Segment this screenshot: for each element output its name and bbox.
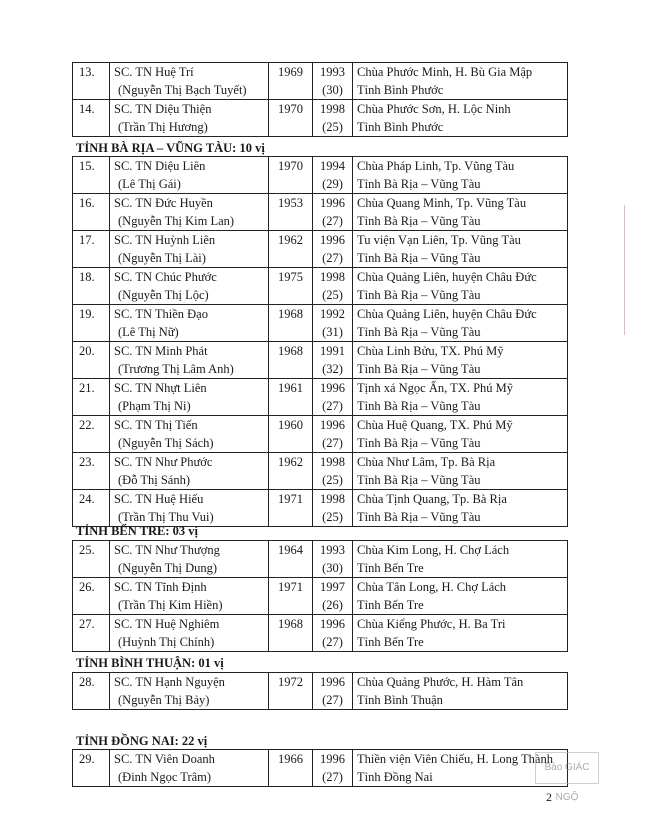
- row-number: 22.: [73, 416, 110, 453]
- lay-name: (Phạm Thị Ni): [118, 399, 191, 413]
- nun-name-cell: [110, 194, 269, 231]
- birth-year: 1966: [269, 750, 313, 787]
- vassa-count: (30): [322, 561, 343, 575]
- province: Tỉnh Đồng Nai: [357, 770, 433, 784]
- temple-address: Chùa Quảng Liên, huyện Châu Đức: [357, 270, 537, 284]
- temple-address: Chùa Phước Sơn, H. Lộc Ninh: [357, 102, 511, 116]
- ordination-cell: [313, 673, 353, 710]
- province: Tỉnh Bà Rịa – Vũng Tàu: [357, 436, 481, 450]
- province: Tỉnh Bến Tre: [357, 561, 424, 575]
- table-row: [73, 615, 568, 652]
- province: Tỉnh Bà Rịa – Vũng Tàu: [357, 510, 481, 524]
- nun-name-cell: [110, 268, 269, 305]
- dharma-name: SC. TN Đức Huyền: [114, 196, 213, 210]
- dharma-name: SC. TN Minh Phát: [114, 344, 208, 358]
- province: Tỉnh Bình Thuận: [357, 693, 443, 707]
- province: Tỉnh Bà Rịa – Vũng Tàu: [357, 399, 481, 413]
- birth-year: 1975: [269, 268, 313, 305]
- row-number: 14.: [73, 100, 110, 137]
- lay-name: (Đỗ Thị Sánh): [118, 473, 190, 487]
- birth-year: 1968: [269, 305, 313, 342]
- temple-address: Chùa Linh Bửu, TX. Phú Mỹ: [357, 344, 504, 358]
- table-row: [73, 63, 568, 100]
- address-cell: [353, 342, 568, 379]
- vassa-count: (29): [322, 177, 343, 191]
- temple-address: Chùa Pháp Linh, Tp. Vũng Tàu: [357, 159, 515, 173]
- province: Tỉnh Bà Rịa – Vũng Tàu: [357, 473, 481, 487]
- province: Tỉnh Bình Phước: [357, 120, 444, 134]
- dharma-name: SC. TN Như Phước: [114, 455, 213, 469]
- ordination-year: 1998: [320, 270, 345, 284]
- ordination-year: 1996: [320, 418, 345, 432]
- row-number: 20.: [73, 342, 110, 379]
- province: Tỉnh Bến Tre: [357, 635, 424, 649]
- dharma-name: SC. TN Diệu Thiện: [114, 102, 212, 116]
- lay-name: (Nguyễn Thị Lài): [118, 251, 206, 265]
- birth-year: 1962: [269, 453, 313, 490]
- ordination-year: 1996: [320, 675, 345, 689]
- dharma-name: SC. TN Huỳnh Liên: [114, 233, 216, 247]
- ordination-cell: [313, 578, 353, 615]
- temple-address: Chùa Huệ Quang, TX. Phú Mỹ: [357, 418, 513, 432]
- ordination-cell: [313, 453, 353, 490]
- ordination-cell: [313, 268, 353, 305]
- nun-name-cell: [110, 453, 269, 490]
- ordination-cell: [313, 750, 353, 787]
- nun-name-cell: [110, 490, 269, 527]
- address-cell: [353, 416, 568, 453]
- ordination-cell: [313, 157, 353, 194]
- lay-name: (Nguyễn Thị Kim Lan): [118, 214, 235, 228]
- birth-year: 1953: [269, 194, 313, 231]
- ordination-cell: [313, 100, 353, 137]
- row-number: 25.: [73, 541, 110, 578]
- dharma-name: SC. TN Huệ Nghiêm: [114, 617, 220, 631]
- nun-name-cell: [110, 100, 269, 137]
- table-row: [73, 541, 568, 578]
- birth-year: 1968: [269, 615, 313, 652]
- ordination-year: 1992: [320, 307, 345, 321]
- birth-year: 1969: [269, 63, 313, 100]
- lay-name: (Nguyễn Thị Bảy): [118, 693, 210, 707]
- address-cell: [353, 578, 568, 615]
- temple-address: Chùa Như Lâm, Tp. Bà Rịa: [357, 455, 496, 469]
- table-row: [73, 490, 568, 527]
- nun-name-cell: [110, 416, 269, 453]
- vassa-count: (31): [322, 325, 343, 339]
- lay-name: (Trương Thị Lâm Anh): [118, 362, 234, 376]
- vassa-count: (27): [322, 436, 343, 450]
- vassa-count: (25): [322, 288, 343, 302]
- row-number: 21.: [73, 379, 110, 416]
- ordination-year: 1998: [320, 492, 345, 506]
- section-heading-ba-ria-vung-tau: TỈNH BÀ RỊA – VŨNG TÀU: 10 vị: [76, 141, 265, 155]
- birth-year: 1970: [269, 100, 313, 137]
- birth-year: 1962: [269, 231, 313, 268]
- ordination-year: 1998: [320, 102, 345, 116]
- lay-name: (Huỳnh Thị Chính): [118, 635, 215, 649]
- vassa-count: (27): [322, 251, 343, 265]
- ordination-year: 1996: [320, 617, 345, 631]
- address-cell: [353, 268, 568, 305]
- ordination-cell: [313, 194, 353, 231]
- address-cell: [353, 305, 568, 342]
- row-number: 26.: [73, 578, 110, 615]
- lay-name: (Nguyễn Thị Sách): [118, 436, 214, 450]
- address-cell: [353, 453, 568, 490]
- ordination-cell: [313, 490, 353, 527]
- dharma-name: SC. TN Nhựt Liên: [114, 381, 207, 395]
- ordination-cell: [313, 379, 353, 416]
- section-heading-dong-nai: TỈNH ĐỒNG NAI: 22 vị: [76, 734, 208, 748]
- province: Tỉnh Bà Rịa – Vũng Tàu: [357, 362, 481, 376]
- table-binh-phuoc: [72, 62, 568, 137]
- temple-address: Chùa Quảng Phước, H. Hàm Tân: [357, 675, 524, 689]
- margin-stamp-mark: [624, 205, 639, 335]
- nun-name-cell: [110, 157, 269, 194]
- row-number: 15.: [73, 157, 110, 194]
- province: Tỉnh Bà Rịa – Vũng Tàu: [357, 325, 481, 339]
- watermark-logo: Báo GIÁC NGỘ: [535, 752, 599, 784]
- address-cell: [353, 194, 568, 231]
- vassa-count: (25): [322, 120, 343, 134]
- ordination-cell: [313, 63, 353, 100]
- table-row: [73, 416, 568, 453]
- province: Tỉnh Bà Rịa – Vũng Tàu: [357, 288, 481, 302]
- table-dong-nai: [72, 749, 568, 787]
- birth-year: 1961: [269, 379, 313, 416]
- dharma-name: SC. TN Thị Tiến: [114, 418, 198, 432]
- birth-year: 1971: [269, 578, 313, 615]
- ordination-year: 1998: [320, 455, 345, 469]
- birth-year: 1968: [269, 342, 313, 379]
- ordination-cell: [313, 305, 353, 342]
- vassa-count: (27): [322, 770, 343, 784]
- dharma-name: SC. TN Huệ Hiếu: [114, 492, 204, 506]
- temple-address: Chùa Tịnh Quang, Tp. Bà Rịa: [357, 492, 507, 506]
- table-row: [73, 750, 568, 787]
- ordination-year: 1997: [320, 580, 345, 594]
- lay-name: (Nguyễn Thị Lộc): [118, 288, 209, 302]
- birth-year: 1971: [269, 490, 313, 527]
- birth-year: 1970: [269, 157, 313, 194]
- row-number: 18.: [73, 268, 110, 305]
- vassa-count: (25): [322, 473, 343, 487]
- table-row: [73, 453, 568, 490]
- vassa-count: (27): [322, 214, 343, 228]
- row-number: 17.: [73, 231, 110, 268]
- lay-name: (Trần Thị Hương): [118, 120, 208, 134]
- province: Tỉnh Bà Rịa – Vũng Tàu: [357, 177, 481, 191]
- row-number: 27.: [73, 615, 110, 652]
- ordination-cell: [313, 541, 353, 578]
- temple-address: Thiền viện Viên Chiếu, H. Long Thành: [357, 752, 553, 766]
- table-row: [73, 231, 568, 268]
- temple-address: Chùa Quang Minh, Tp. Vũng Tàu: [357, 196, 527, 210]
- table-row: [73, 305, 568, 342]
- lay-name: (Đinh Ngọc Trâm): [118, 770, 212, 784]
- table-row: [73, 268, 568, 305]
- vassa-count: (27): [322, 635, 343, 649]
- vassa-count: (32): [322, 362, 343, 376]
- ordination-cell: [313, 615, 353, 652]
- temple-address: Chùa Phước Minh, H. Bù Gia Mập: [357, 65, 533, 79]
- ordination-year: 1993: [320, 543, 345, 557]
- lay-name: (Nguyễn Thị Bạch Tuyết): [118, 83, 247, 97]
- address-cell: [353, 379, 568, 416]
- table-row: [73, 578, 568, 615]
- temple-address: Tịnh xá Ngọc Ấn, TX. Phú Mỹ: [357, 381, 514, 395]
- section-heading-binh-thuan: TỈNH BÌNH THUẬN: 01 vị: [76, 656, 224, 670]
- dharma-name: SC. TN Viên Doanh: [114, 752, 215, 766]
- nun-name-cell: [110, 750, 269, 787]
- dharma-name: SC. TN Diệu Liên: [114, 159, 206, 173]
- lay-name: (Trần Thị Thu Vui): [118, 510, 214, 524]
- province: Tỉnh Bến Tre: [357, 598, 424, 612]
- row-number: 16.: [73, 194, 110, 231]
- lay-name: (Trần Thị Kim Hiền): [118, 598, 223, 612]
- ordination-cell: [313, 342, 353, 379]
- province: Tỉnh Bình Phước: [357, 83, 444, 97]
- address-cell: [353, 157, 568, 194]
- temple-address: Chùa Quảng Liên, huyện Châu Đức: [357, 307, 537, 321]
- vassa-count: (27): [322, 399, 343, 413]
- ordination-year: 1996: [320, 381, 345, 395]
- nun-name-cell: [110, 305, 269, 342]
- table-ba-ria-vung-tau: [72, 156, 568, 527]
- table-row: [73, 673, 568, 710]
- dharma-name: SC. TN Tĩnh Định: [114, 580, 207, 594]
- ordination-cell: [313, 231, 353, 268]
- province: Tỉnh Bà Rịa – Vũng Tàu: [357, 251, 481, 265]
- ordination-year: 1996: [320, 196, 345, 210]
- province: Tỉnh Bà Rịa – Vũng Tàu: [357, 214, 481, 228]
- nun-name-cell: [110, 578, 269, 615]
- dharma-name: SC. TN Thiền Đạo: [114, 307, 208, 321]
- table-row: [73, 100, 568, 137]
- birth-year: 1960: [269, 416, 313, 453]
- ordination-year: 1994: [320, 159, 345, 173]
- ordination-year: 1996: [320, 233, 345, 247]
- table-row: [73, 379, 568, 416]
- address-cell: [353, 615, 568, 652]
- nun-name-cell: [110, 63, 269, 100]
- lay-name: (Lê Thị Nữ): [118, 325, 179, 339]
- row-number: 23.: [73, 453, 110, 490]
- table-row: [73, 157, 568, 194]
- address-cell: [353, 100, 568, 137]
- table-row: [73, 342, 568, 379]
- temple-address: Tu viện Vạn Liên, Tp. Vũng Tàu: [357, 233, 521, 247]
- dharma-name: SC. TN Huệ Trí: [114, 65, 194, 79]
- section-heading-ben-tre: TỈNH BẾN TRE: 03 vị: [76, 524, 199, 538]
- nun-name-cell: [110, 231, 269, 268]
- row-number: 24.: [73, 490, 110, 527]
- temple-address: Chùa Kim Long, H. Chợ Lách: [357, 543, 510, 557]
- address-cell: [353, 231, 568, 268]
- temple-address: Chùa Tân Long, H. Chợ Lách: [357, 580, 507, 594]
- table-row: [73, 194, 568, 231]
- nun-name-cell: [110, 615, 269, 652]
- dharma-name: SC. TN Chúc Phước: [114, 270, 217, 284]
- address-cell: [353, 673, 568, 710]
- vassa-count: (27): [322, 693, 343, 707]
- address-cell: [353, 541, 568, 578]
- nun-name-cell: [110, 673, 269, 710]
- temple-address: Chùa Kiểng Phước, H. Ba Tri: [357, 617, 506, 631]
- vassa-count: (30): [322, 83, 343, 97]
- row-number: 19.: [73, 305, 110, 342]
- dharma-name: SC. TN Hạnh Nguyện: [114, 675, 225, 689]
- row-number: 13.: [73, 63, 110, 100]
- ordination-year: 1993: [320, 65, 345, 79]
- nun-name-cell: [110, 379, 269, 416]
- address-cell: [353, 63, 568, 100]
- birth-year: 1972: [269, 673, 313, 710]
- table-ben-tre: [72, 540, 568, 652]
- page-number: 2: [546, 790, 552, 804]
- nun-name-cell: [110, 342, 269, 379]
- lay-name: (Lê Thị Gái): [118, 177, 181, 191]
- table-binh-thuan: [72, 672, 568, 710]
- birth-year: 1964: [269, 541, 313, 578]
- vassa-count: (25): [322, 510, 343, 524]
- dharma-name: SC. TN Như Thượng: [114, 543, 220, 557]
- lay-name: (Nguyễn Thị Dung): [118, 561, 218, 575]
- row-number: 29.: [73, 750, 110, 787]
- ordination-cell: [313, 416, 353, 453]
- vassa-count: (26): [322, 598, 343, 612]
- row-number: 28.: [73, 673, 110, 710]
- ordination-year: 1996: [320, 752, 345, 766]
- ordination-year: 1991: [320, 344, 345, 358]
- nun-name-cell: [110, 541, 269, 578]
- address-cell: [353, 490, 568, 527]
